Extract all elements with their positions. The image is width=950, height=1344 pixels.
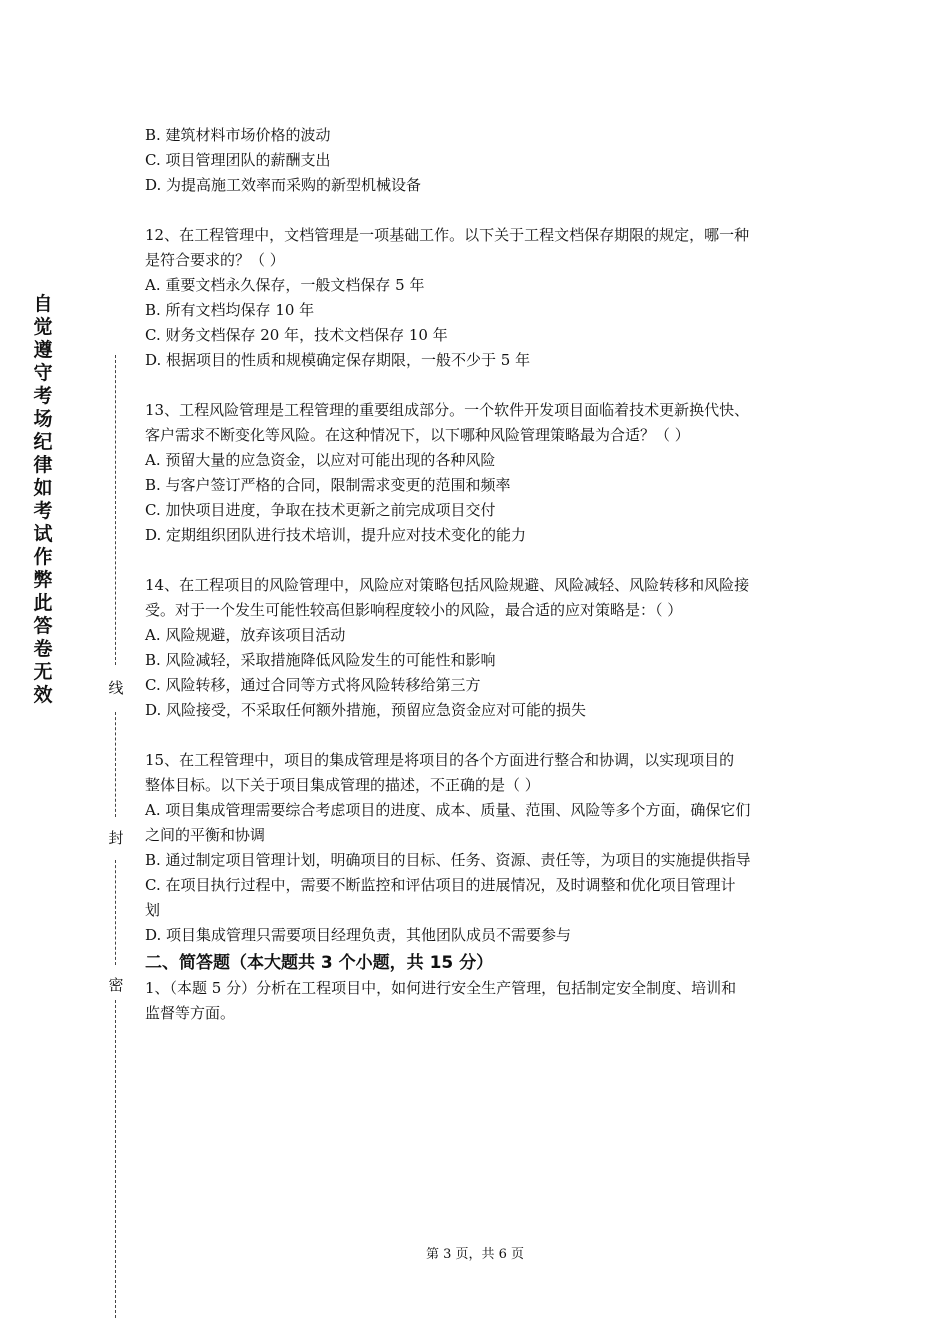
option-a-continued: 之间的平衡和协调 [145,826,266,844]
option-d: D. 定期组织团队进行技术培训，提升应对技术变化的能力 [145,526,527,544]
question-stem: 13、工程风险管理是工程管理的重要组成部分。一个软件开发项目面临着技术更新换代快、 [145,401,750,419]
binding-dashed-line-4 [115,1000,116,1318]
exam-discipline-warning: 自觉遵守考场纪律如考试作弊此答卷无效 [33,293,53,706]
binding-mark-xian: 线 [106,678,126,698]
option-b: B. 建筑材料市场价格的波动 [145,126,331,144]
question-stem: 12、在工程管理中，文档管理是一项基础工作。以下关于工程文档保存期限的规定，哪一种 [145,226,750,244]
option-a: A. 风险规避，放弃该项目活动 [145,626,346,644]
question-stem: 受。对于一个发生可能性较高但影响程度较小的风险，最合适的应对策略是：（ ） [145,601,683,619]
question-stem: 监督等方面。 [145,1004,236,1022]
question-15 [145,748,810,948]
question-13 [145,398,810,548]
binding-mark-mi: 密 [106,975,126,995]
question-stem: 14、在工程项目的风险管理中，风险应对策略包括风险规避、风险减轻、风险转移和风险接 [145,576,750,594]
option-d: D. 项目集成管理只需要项目经理负责，其他团队成员不需要参与 [145,926,572,944]
option-b: B. 通过制定项目管理计划，明确项目的目标、任务、资源、责任等，为项目的实施提供指导 [145,851,751,869]
question-14 [145,573,810,723]
option-a: A. 项目集成管理需要综合考虑项目的进度、成本、质量、范围、风险等多个方面，确保它们 [145,801,751,819]
option-d: D. 根据项目的性质和规模确定保存期限，一般不少于 5 年 [145,351,531,369]
binding-dashed-line-3 [115,860,116,965]
question-stem: 1、（本题 5 分）分析在工程项目中，如何进行安全生产管理，包括制定安全制度、培训和 [145,979,737,997]
binding-mark-feng: 封 [106,828,126,848]
option-a: A. 预留大量的应急资金，以应对可能出现的各种风险 [145,451,496,469]
previous-question-options [145,123,810,198]
section-title-short-answer: 二、简答题（本大题共 3 个小题，共 15 分） [145,953,494,973]
option-c: C. 项目管理团队的薪酬支出 [145,151,331,169]
option-b: B. 与客户签订严格的合同，限制需求变更的范围和频率 [145,476,511,494]
option-b: B. 风险减轻，采取措施降低风险发生的可能性和影响 [145,651,496,669]
option-d: D. 风险接受，不采取任何额外措施，预留应急资金应对可能的损失 [145,701,587,719]
short-answer-question-1 [145,976,810,1026]
question-stem: 客户需求不断变化等风险。在这种情况下，以下哪种风险管理策略最为合适？（ ） [145,426,690,444]
option-b: B. 所有文档均保存 10 年 [145,301,315,319]
question-12 [145,223,810,373]
option-d: D. 为提高施工效率而采购的新型机械设备 [145,176,422,194]
option-c: C. 风险转移，通过合同等方式将风险转移给第三方 [145,676,481,694]
option-c: C. 在项目执行过程中，需要不断监控和评估项目的进展情况，及时调整和优化项目管理计 [145,876,736,894]
question-stem: 15、在工程管理中，项目的集成管理是将项目的各个方面进行整合和协调，以实现项目的 [145,751,735,769]
question-stem: 是符合要求的？（ ） [145,251,285,269]
option-c: C. 加快项目进度，争取在技术更新之前完成项目交付 [145,501,496,519]
binding-dashed-line-2 [115,712,116,817]
question-stem: 整体目标。以下关于项目集成管理的描述，不正确的是（ ） [145,776,540,794]
option-a: A. 重要文档永久保存，一般文档保存 5 年 [145,276,425,294]
page-footer: 第 3 页，共 6 页 [425,1247,525,1262]
option-c: C. 财务文档保存 20 年，技术文档保存 10 年 [145,326,448,344]
binding-dashed-line-1 [115,355,116,665]
page-content [145,123,810,1026]
option-c-continued: 划 [145,901,161,919]
